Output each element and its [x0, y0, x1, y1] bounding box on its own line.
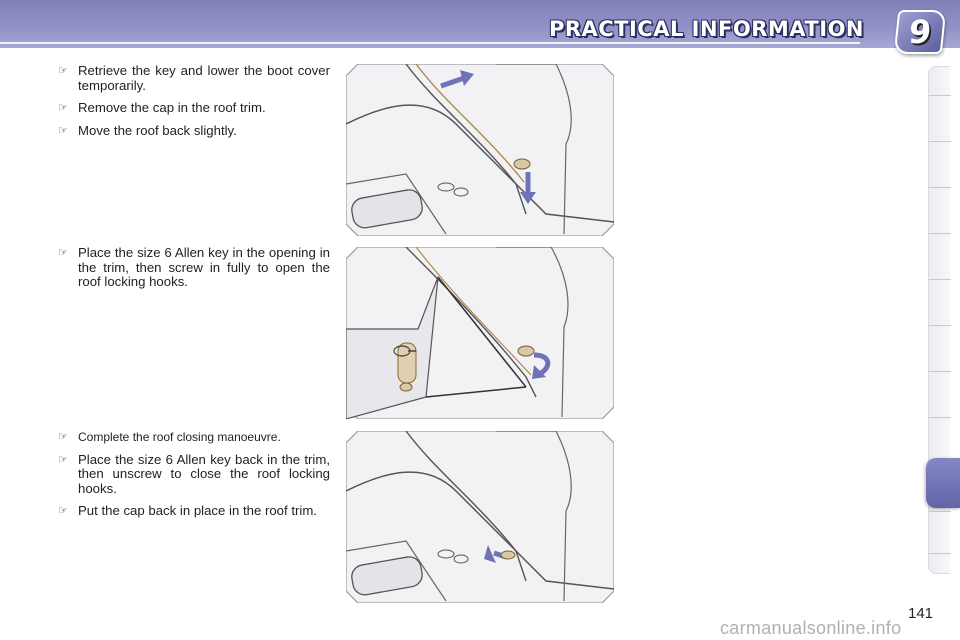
- page-title: PRACTICAL INFORMATION: [548, 17, 864, 41]
- watermark: carmanualsonline.info: [720, 618, 902, 638]
- roof-trim-illustration-1: [346, 64, 614, 236]
- tab-divider: [929, 417, 951, 418]
- section-3-text: [58, 430, 330, 527]
- step-item: [58, 453, 330, 497]
- tab-divider: [929, 553, 951, 554]
- page-header: [0, 0, 960, 48]
- hand-pointer-icon: ☞: [58, 453, 68, 466]
- hand-pointer-icon: ☞: [58, 247, 68, 259]
- tab-divider: [929, 511, 951, 512]
- tab-divider: [929, 141, 951, 142]
- step-item: [58, 430, 330, 445]
- tab-divider: [929, 371, 951, 372]
- roof-trim-illustration-3: [346, 431, 614, 603]
- tab-divider: [929, 95, 951, 96]
- section-1-text: [58, 64, 330, 146]
- hand-pointer-icon: ☞: [58, 431, 68, 443]
- hand-pointer-icon: ☞: [58, 505, 68, 517]
- step-text: Put the cap back in place in the roof trim.: [78, 503, 317, 518]
- step-item: [58, 101, 330, 116]
- step-text: Complete the roof closing manoeuvre.: [78, 430, 281, 444]
- step-text: Place the size 6 Allen key back in the trim, then unscrew to close the roof locking hooks.: [78, 451, 330, 496]
- chapter-number: 9: [906, 13, 934, 51]
- page-number: 141: [908, 605, 934, 622]
- active-chapter-tab[interactable]: [926, 458, 960, 508]
- step-text: Place the size 6 Allen key in the opening in the trim, then screw in fully to open the roof locking hooks.: [78, 245, 330, 289]
- step-item: [58, 124, 330, 139]
- step-text: Move the roof back slightly.: [78, 122, 237, 138]
- tab-divider: [929, 279, 951, 280]
- hand-pointer-icon: ☞: [58, 65, 68, 77]
- chapter-badge: [894, 10, 947, 54]
- step-text: Remove the cap in the roof trim.: [78, 100, 266, 115]
- step-item: [58, 246, 330, 290]
- section-2-text: [58, 246, 330, 298]
- step-item: [58, 64, 330, 93]
- roof-trim-illustration-2: [346, 247, 614, 419]
- step-item: [58, 504, 330, 519]
- tab-divider: [929, 233, 951, 234]
- step-text: Retrieve the key and lower the boot cover temporarily.: [78, 63, 330, 93]
- header-divider-line: [0, 42, 860, 44]
- hand-pointer-icon: ☞: [58, 124, 68, 137]
- hand-pointer-icon: ☞: [58, 102, 68, 114]
- tab-divider: [929, 187, 951, 188]
- tab-divider: [929, 325, 951, 326]
